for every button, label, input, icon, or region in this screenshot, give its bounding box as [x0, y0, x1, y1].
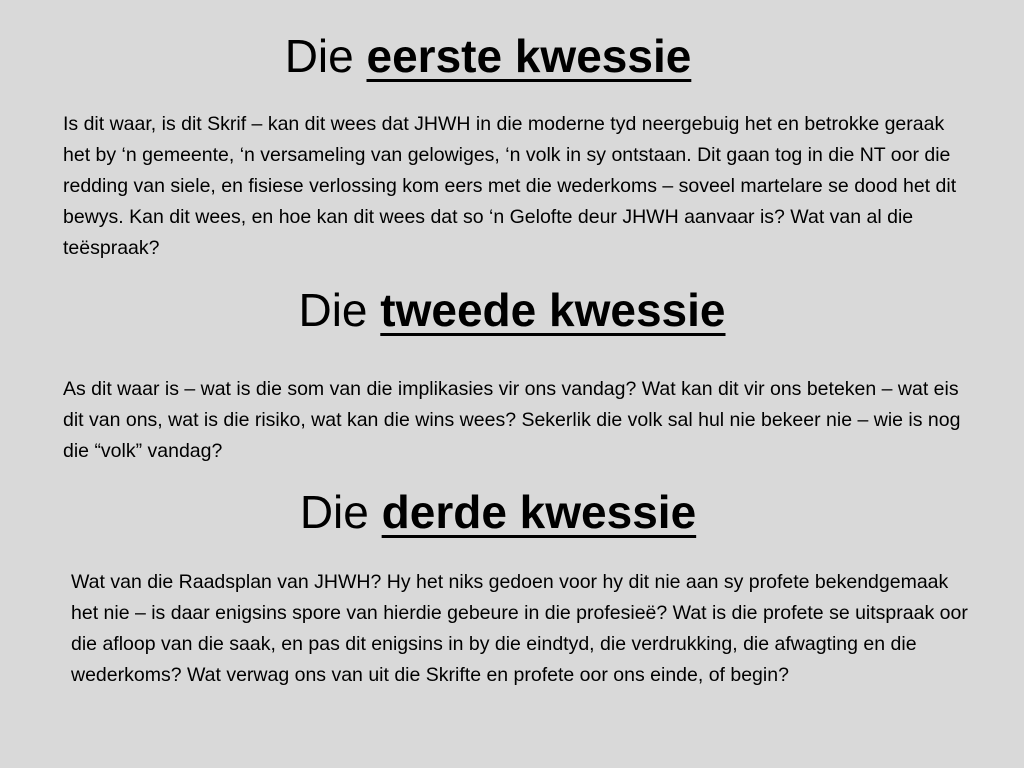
heading-emphasis: eerste kwessie	[366, 30, 692, 82]
heading-emphasis: tweede kwessie	[380, 284, 726, 336]
heading-prefix: Die	[298, 284, 368, 336]
section-heading-first	[0, 28, 1000, 84]
heading-emphasis: derde kwessie	[381, 486, 697, 538]
section-body-third: Wat van die Raadsplan van JHWH? Hy het niks gedoen voor hy dit nie aan sy profete bekendgemaak het nie – is daar enigsins spore van hierdie gebeure in die profesieë? Wat is die profete se uitspraak oor die afloop van die saak, en pas dit enigsins in by die eindtyd, die verdrukking, die afwagting en die wederkoms? Wat verwag ons van uit die Skrifte en profete oor ons einde, of begin?	[71, 571, 968, 686]
section-heading-second	[0, 282, 1024, 338]
section-body-second: As dit waar is – wat is die som van die implikasies vir ons vandag? Wat kan dit vir ons beteken – wat eis dit van ons, wat is die risiko, wat kan die wins wees? Sekerlik die volk sal hul nie bekeer nie – wie is nog die “volk” vandag?	[63, 378, 961, 462]
heading-prefix: Die	[284, 30, 354, 82]
section-heading-third	[0, 484, 1010, 540]
heading-prefix: Die	[299, 486, 369, 538]
section-body-first: Is dit waar, is dit Skrif – kan dit wees dat JHWH in die moderne tyd neergebuig het en betrokke geraak het by ‘n gemeente, ‘n versameling van gelowiges, ‘n volk in sy ontstaan. Dit gaan tog in die NT oor die redding van siele, en fisiese verlossing kom eers met die wederkoms – soveel martelare se dood het dit bewys. Kan dit wees, en hoe kan dit wees dat so ‘n Gelofte deur JHWH aanvaar is? Wat van al die teëspraak?	[63, 113, 957, 259]
